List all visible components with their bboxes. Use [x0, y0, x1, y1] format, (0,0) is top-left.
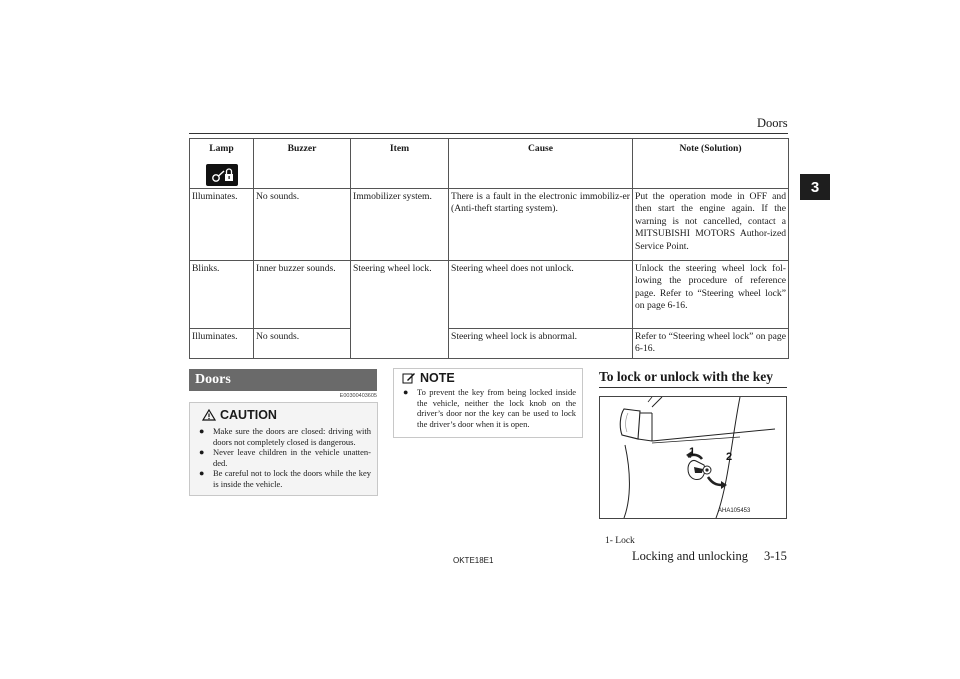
note-cell: Refer to “Steering wheel lock” on page 6-16. [633, 328, 789, 358]
lamp-cell: Illuminates. [190, 188, 254, 260]
key-lock-warning-lamp-icon [206, 164, 238, 186]
caution-title: CAUTION [220, 408, 277, 422]
note-box [393, 368, 583, 438]
table-header-label: Lamp [209, 143, 234, 154]
cause-cell: Steering wheel lock is abnormal. [449, 328, 633, 358]
item-cell: Steering wheel lock. [351, 260, 449, 358]
table-header-cell: Buzzer [254, 139, 351, 189]
table-header-cell: Note (Solution) [633, 139, 789, 189]
cause-cell: There is a fault in the electronic immobiliz-er (Anti-theft starting system). [449, 188, 633, 260]
caution-item: ● Be careful not to lock the doors while the key is inside the vehicle. [199, 468, 371, 489]
table-row [190, 188, 789, 260]
item-cell: Immobilizer system. [351, 188, 449, 260]
callout-2-label: 2 [726, 451, 733, 463]
buzzer-cell: No sounds. [254, 328, 351, 358]
cause-cell: Steering wheel does not unlock. [449, 260, 633, 328]
lamp-cell: Illuminates. [190, 328, 254, 358]
buzzer-cell: No sounds. [254, 188, 351, 260]
footer-section-title: Locking and unlocking [632, 549, 748, 563]
door-key-illustration [599, 396, 787, 519]
bullet-icon: ● [199, 426, 205, 436]
table-header-cell: Cause [449, 139, 633, 189]
note-pencil-icon [402, 372, 416, 384]
document-code: OKTE18E1 [453, 556, 494, 565]
caution-item: ● Never leave children in the vehicle unatten-ded. [199, 447, 371, 468]
bullet-icon: ● [403, 387, 409, 397]
header-rule [189, 133, 788, 134]
callout-1-label: 1 [689, 446, 696, 458]
caution-item: ● Make sure the doors are closed: driving with doors not completely closed is dangerous. [199, 426, 371, 447]
note-cell: Unlock the steering wheel lock fol-lowing the procedure of reference page. Refer to “Steering wheel lock” on page 6-16. [633, 260, 789, 328]
illustration-legend: 1- Lock [605, 536, 635, 546]
caution-box [189, 402, 378, 496]
warning-triangle-icon [202, 409, 216, 421]
bullet-icon: ● [199, 468, 205, 479]
warning-table [189, 138, 789, 359]
table-row [190, 328, 789, 358]
chapter-tab: 3 [800, 174, 830, 200]
table-header-cell: Item [351, 139, 449, 189]
illustration-code: AHA105453 [718, 508, 751, 514]
buzzer-cell: Inner buzzer sounds. [254, 260, 351, 328]
lamp-cell: Blinks. [190, 260, 254, 328]
page-number: 3-15 [764, 549, 787, 563]
page-header-title: Doors [757, 116, 788, 130]
note-item: ● To prevent the key from being locked inside the vehicle, neither the lock knob on the driver’s door nor the key can be used to lock the driver’s door when it is open. [403, 387, 576, 429]
note-cell: Put the operation mode in OFF and then start the engine again. If the warning is not cancelled, contact a MITSUBISHI MOTORS Author-ized Service Point. [633, 188, 789, 260]
table-header-cell [190, 139, 254, 189]
table-header-row [190, 139, 789, 189]
doors-section-code: E00300403605 [339, 393, 377, 399]
doors-section-title: Doors [189, 369, 377, 391]
table-row [190, 260, 789, 328]
note-title: NOTE [420, 371, 455, 385]
lock-section-title: To lock or unlock with the key [599, 369, 787, 388]
bullet-icon: ● [199, 447, 205, 458]
